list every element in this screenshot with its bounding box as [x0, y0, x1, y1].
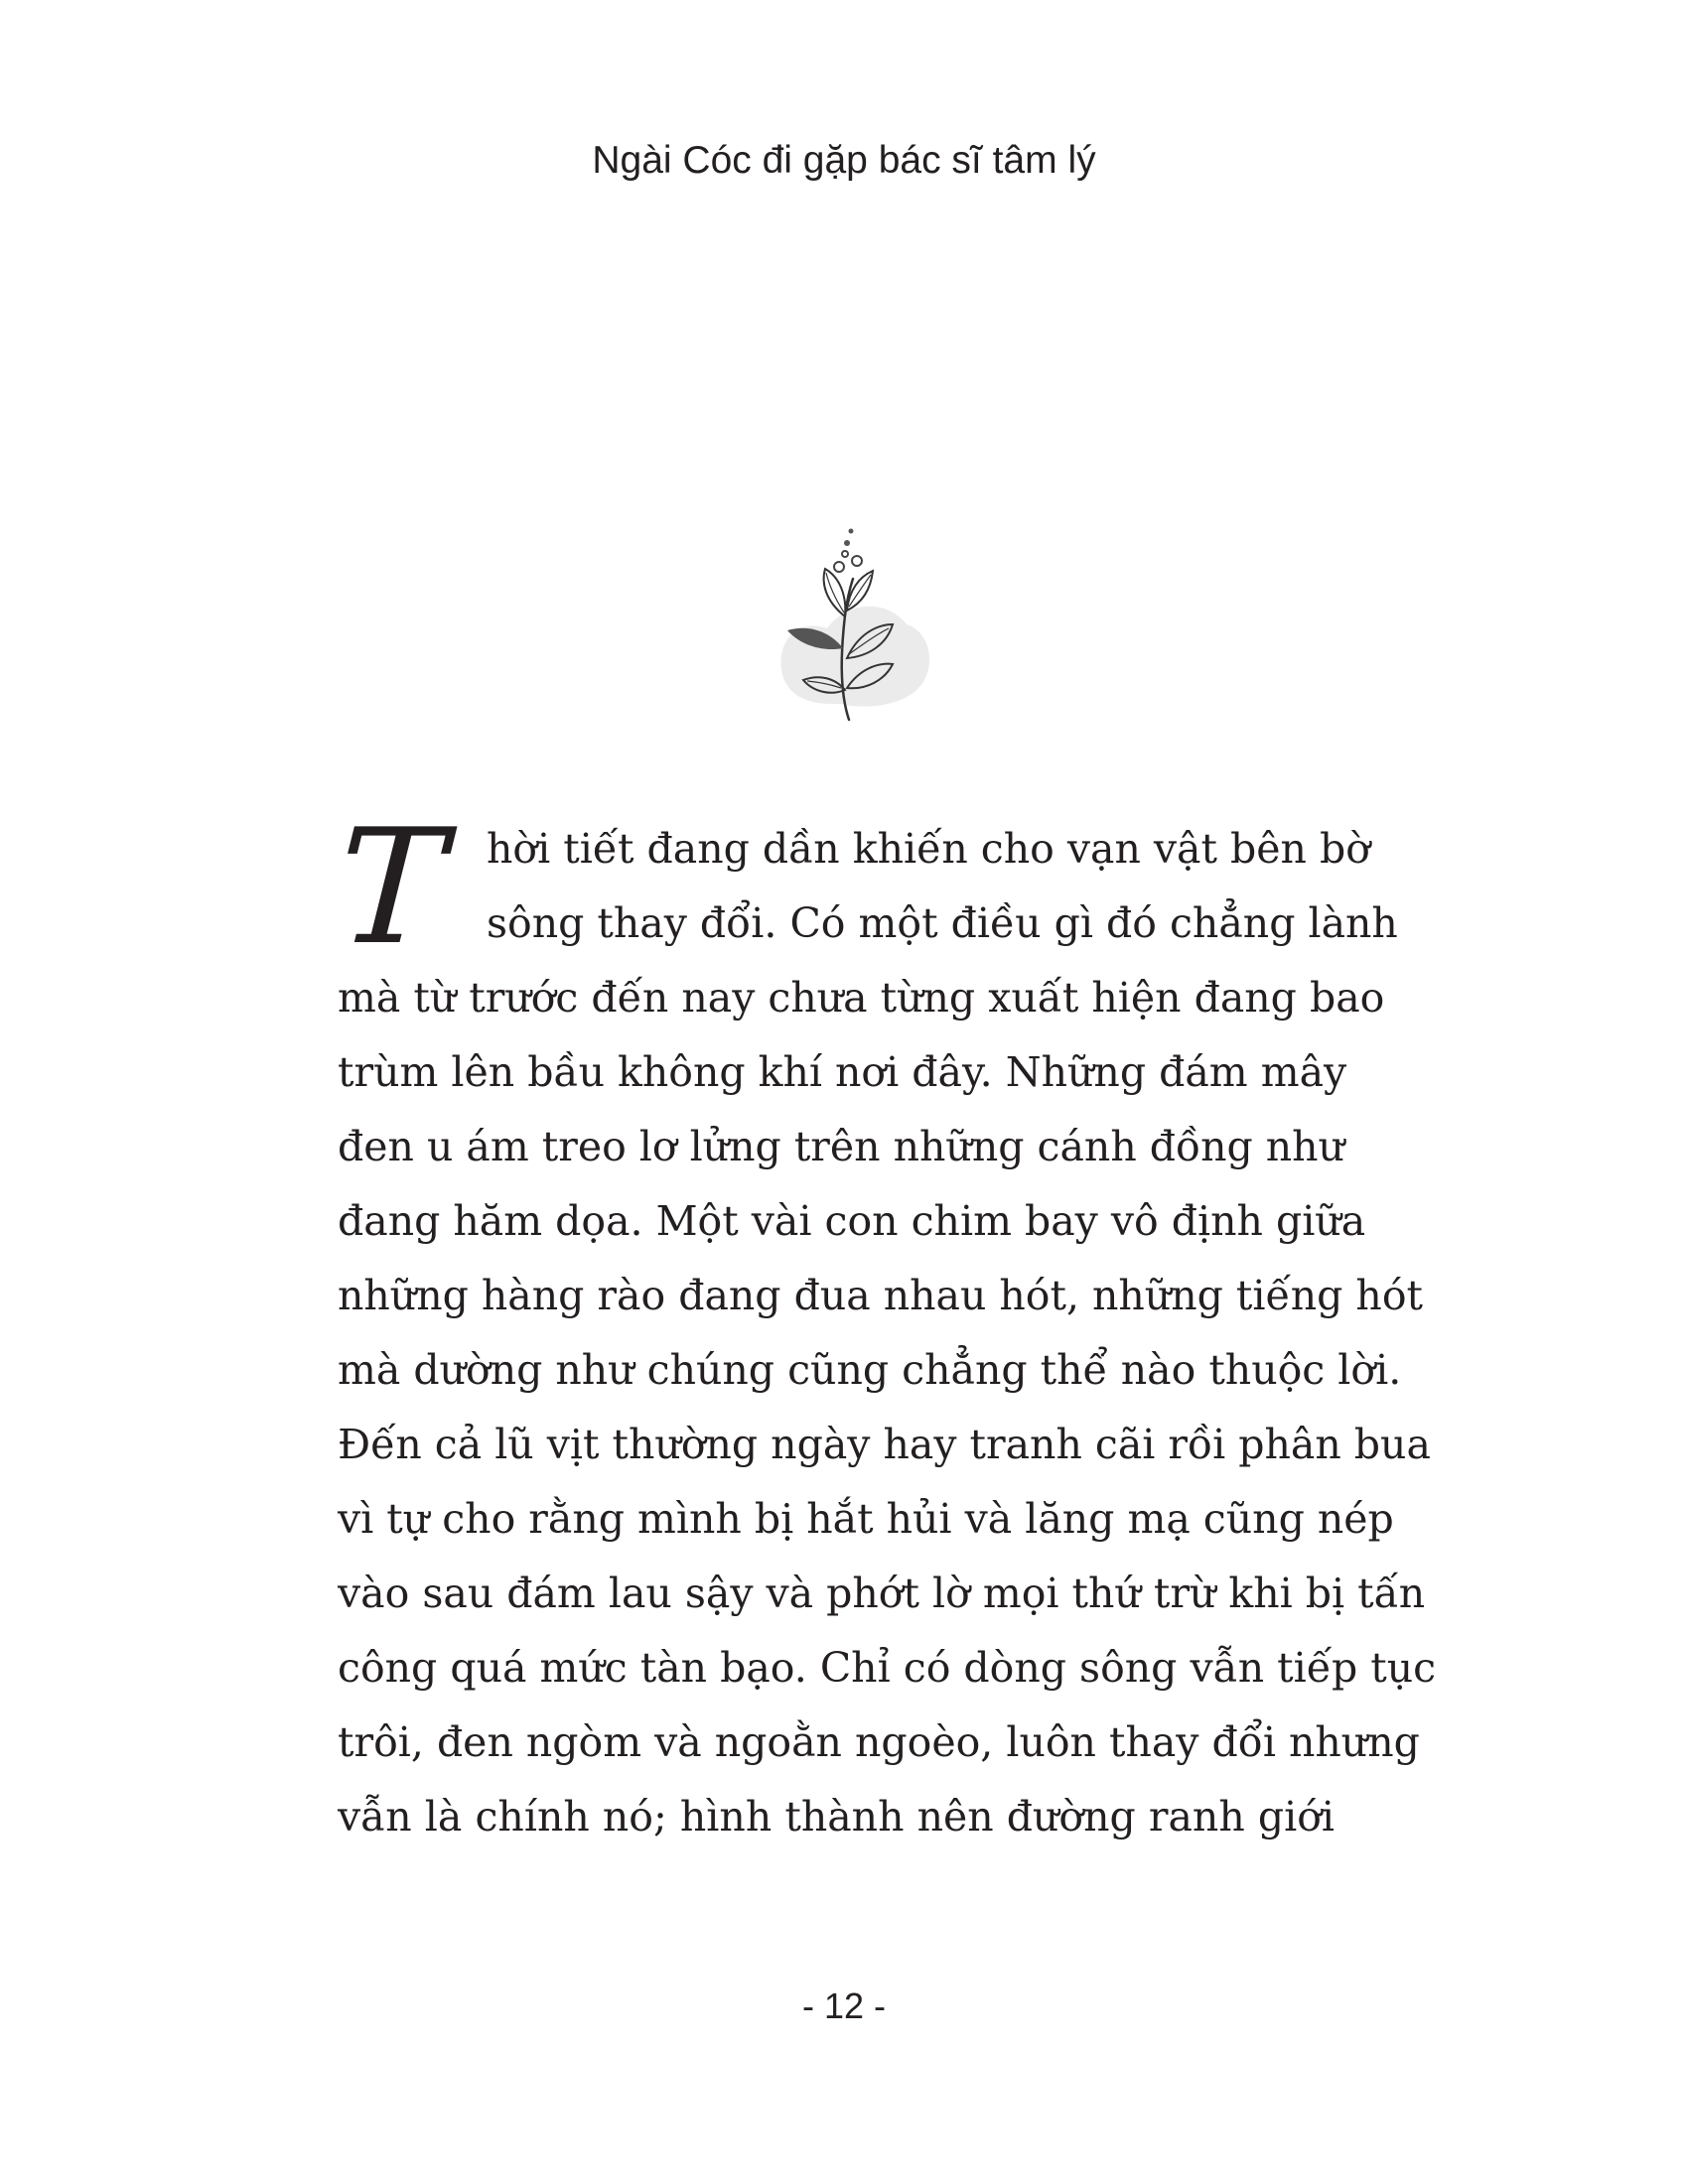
text-line: trôi, đen ngòm và ngoằn ngoèo, luôn thay đổi nhưng	[338, 1718, 1420, 1766]
drop-cap: T	[314, 794, 468, 980]
text-line: đen u ám treo lơ lửng trên những cánh đồng như	[338, 1123, 1344, 1170]
text-line: vẫn là chính nó; hình thành nên đường ranh giới	[338, 1793, 1335, 1841]
text-line: công quá mức tàn bạo. Chỉ có dòng sông vẫn tiếp tục	[338, 1644, 1437, 1692]
text-line: những hàng rào đang đua nhau hót, những tiếng hót	[338, 1272, 1423, 1319]
leaf-sprig-icon	[770, 521, 943, 750]
text-line: hời tiết đang dần khiến cho vạn vật bên bờ	[487, 825, 1370, 873]
text-line: vào sau đám lau sậy và phớt lờ mọi thứ trừ khi bị tấn	[338, 1570, 1426, 1617]
chapter-text	[314, 794, 1437, 1854]
page-number: - 12 -	[801, 1985, 887, 2026]
running-header: Ngài Cóc đi gặp bác sĩ tâm lý	[592, 139, 1096, 182]
text-line: Đến cả lũ vịt thường ngày hay tranh cãi rồi phân bua	[338, 1421, 1431, 1468]
text-line: sông thay đổi. Có một điều gì đó chẳng lành	[487, 899, 1398, 947]
text-line: mà dường như chúng cũng chẳng thể nào thuộc lời.	[338, 1346, 1402, 1394]
text-line: vì tự cho rằng mình bị hắt hủi và lăng mạ cũng nép	[338, 1495, 1394, 1543]
text-line: đang hăm dọa. Một vài con chim bay vô định giữa	[338, 1197, 1366, 1245]
text-line: mà từ trước đến nay chưa từng xuất hiện đang bao	[338, 974, 1385, 1022]
text-line: trùm lên bầu không khí nơi đây. Những đám mây	[338, 1048, 1347, 1096]
